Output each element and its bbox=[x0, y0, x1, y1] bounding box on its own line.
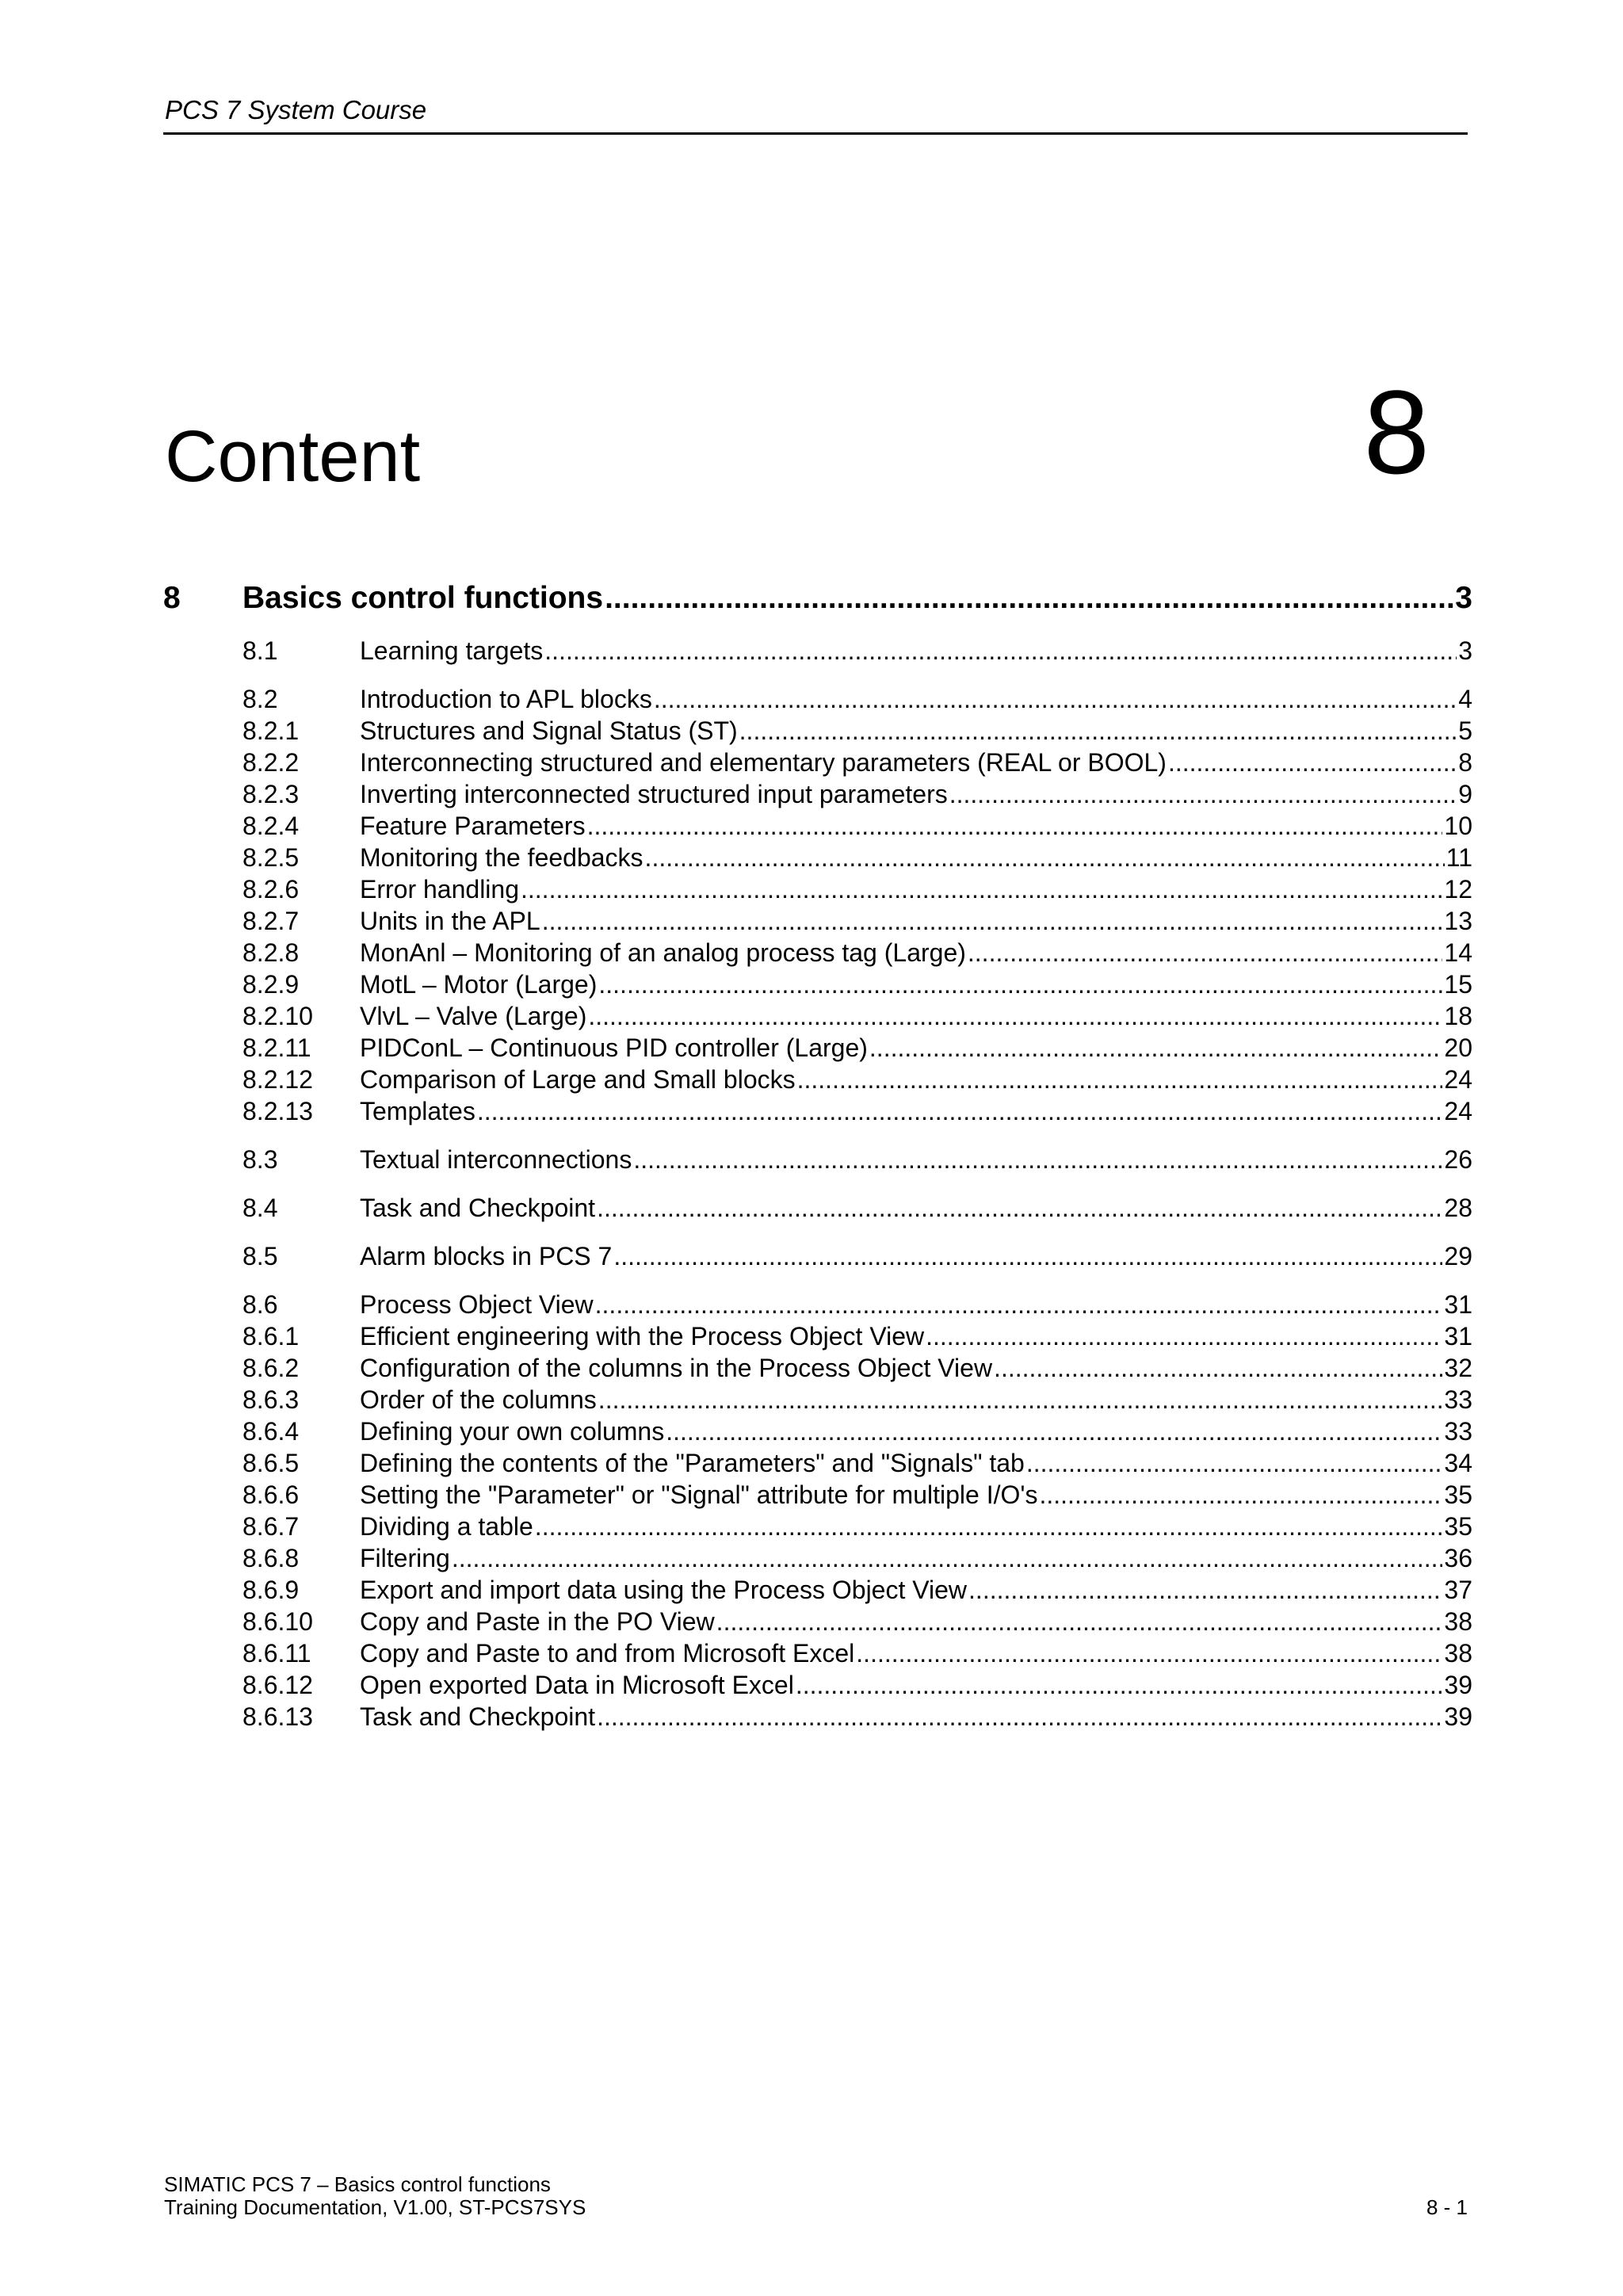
toc-entry[interactable] bbox=[163, 1097, 1472, 1129]
toc-entry[interactable] bbox=[163, 748, 1472, 780]
toc-dot-leader bbox=[595, 1290, 1443, 1320]
toc-entry-title: Defining the contents of the "Parameters" and "Signals" tab bbox=[360, 1449, 1025, 1477]
toc-entry-number: 8.2.11 bbox=[242, 1033, 311, 1062]
toc-dot-leader bbox=[588, 1002, 1442, 1031]
toc-entry[interactable] bbox=[163, 716, 1472, 748]
toc-entry[interactable] bbox=[163, 843, 1472, 875]
toc-entry-number: 8.6.4 bbox=[242, 1417, 300, 1446]
footer-document-version: Training Documentation, V1.00, ST-PCS7SYS bbox=[164, 2195, 586, 2219]
toc-dot-leader bbox=[452, 1544, 1443, 1573]
toc-entry-page: 15 bbox=[1444, 970, 1472, 999]
toc-entry-title: Templates bbox=[360, 1097, 475, 1125]
toc-dot-leader bbox=[544, 636, 1457, 666]
toc-entry-title: Setting the "Parameter" or "Signal" attribute for multiple I/O's bbox=[360, 1480, 1038, 1509]
toc-entry[interactable] bbox=[163, 685, 1472, 716]
toc-entry-title: Task and Checkpoint bbox=[360, 1702, 596, 1731]
toc-entry-number: 8.2.7 bbox=[242, 907, 300, 935]
toc-dot-leader bbox=[716, 1607, 1443, 1637]
toc-entry[interactable] bbox=[163, 1639, 1472, 1671]
toc-dot-leader bbox=[598, 970, 1442, 999]
toc-dot-leader bbox=[597, 1702, 1442, 1732]
toc-entry[interactable] bbox=[163, 1354, 1472, 1385]
toc-entry-number: 8.6.9 bbox=[242, 1576, 300, 1604]
toc-entry-title: Task and Checkpoint bbox=[360, 1194, 596, 1222]
toc-dot-leader bbox=[994, 1354, 1442, 1383]
toc-entry-title: PIDConL – Continuous PID controller (Large) bbox=[360, 1033, 868, 1062]
toc-entry-page: 38 bbox=[1444, 1607, 1472, 1636]
toc-entry-number: 8.6.3 bbox=[242, 1385, 300, 1414]
toc-dot-leader bbox=[796, 1671, 1443, 1700]
toc-entry[interactable] bbox=[163, 581, 1472, 621]
toc-entry[interactable] bbox=[163, 1002, 1472, 1033]
footer-left bbox=[164, 2173, 586, 2219]
toc-entry-number: 8.6.11 bbox=[242, 1639, 311, 1668]
toc-dot-leader bbox=[633, 1145, 1442, 1175]
toc-entry[interactable] bbox=[163, 1065, 1472, 1097]
toc-entry-number: 8.1 bbox=[242, 636, 278, 665]
toc-entry-title: Monitoring the feedbacks bbox=[360, 843, 643, 872]
toc-entry-page: 10 bbox=[1444, 812, 1472, 840]
toc-dot-leader bbox=[739, 716, 1457, 746]
toc-entry-title: Structures and Signal Status (ST) bbox=[360, 716, 738, 745]
toc-entry-page: 9 bbox=[1458, 780, 1472, 808]
toc-dot-leader bbox=[597, 1194, 1442, 1223]
toc-entry-title: Export and import data using the Process Object View bbox=[360, 1576, 968, 1604]
toc-entry[interactable] bbox=[163, 1242, 1472, 1274]
toc-dot-leader bbox=[542, 907, 1443, 936]
toc-entry-title: Feature Parameters bbox=[360, 812, 586, 840]
toc-dot-leader bbox=[1168, 748, 1457, 777]
toc-entry-title: Copy and Paste in the PO View bbox=[360, 1607, 715, 1636]
toc-entry-number: 8.6.7 bbox=[242, 1512, 300, 1541]
toc-entry[interactable] bbox=[163, 780, 1472, 812]
toc-entry-number: 8.6.12 bbox=[242, 1671, 313, 1699]
toc-entry-number: 8.2.5 bbox=[242, 843, 300, 872]
toc-dot-leader bbox=[477, 1097, 1443, 1126]
table-of-contents bbox=[163, 581, 1472, 1734]
toc-entry-title: Order of the columns bbox=[360, 1385, 597, 1414]
toc-entry-number: 8.6 bbox=[242, 1290, 278, 1319]
toc-entry-page: 32 bbox=[1444, 1354, 1472, 1382]
toc-dot-leader bbox=[869, 1033, 1443, 1063]
toc-entry[interactable] bbox=[163, 636, 1472, 668]
toc-entry-number: 8.2.12 bbox=[242, 1065, 313, 1094]
toc-dot-leader bbox=[1026, 1449, 1443, 1478]
toc-entry[interactable] bbox=[163, 1449, 1472, 1480]
toc-entry-number: 8.2.13 bbox=[242, 1097, 313, 1125]
toc-entry-page: 31 bbox=[1444, 1322, 1472, 1350]
toc-entry-number: 8.6.13 bbox=[242, 1702, 313, 1731]
toc-entry-number: 8.2.2 bbox=[242, 748, 300, 777]
toc-entry-page: 20 bbox=[1444, 1033, 1472, 1062]
toc-entry-page: 31 bbox=[1444, 1290, 1472, 1319]
toc-entry-number: 8.6.5 bbox=[242, 1449, 300, 1477]
toc-entry-page: 3 bbox=[1458, 636, 1472, 665]
toc-entry-title: Units in the APL bbox=[360, 907, 540, 935]
toc-entry-number: 8.2.8 bbox=[242, 938, 300, 967]
toc-entry-page: 13 bbox=[1444, 907, 1472, 935]
toc-entry-number: 8.6.2 bbox=[242, 1354, 300, 1382]
toc-entry[interactable] bbox=[163, 1385, 1472, 1417]
toc-entry-page: 35 bbox=[1444, 1512, 1472, 1541]
toc-entry[interactable] bbox=[163, 1322, 1472, 1354]
toc-entry-number: 8.2.1 bbox=[242, 716, 300, 745]
toc-entry[interactable] bbox=[163, 1671, 1472, 1702]
toc-dot-leader bbox=[926, 1322, 1442, 1351]
toc-dot-leader bbox=[949, 780, 1457, 809]
toc-dot-leader bbox=[797, 1065, 1443, 1095]
toc-entry[interactable] bbox=[163, 1702, 1472, 1734]
toc-entry-title: Efficient engineering with the Process Object View bbox=[360, 1322, 925, 1350]
running-header-title: PCS 7 System Course bbox=[165, 95, 427, 124]
toc-dot-leader bbox=[605, 581, 1453, 616]
toc-entry-title: Introduction to APL blocks bbox=[360, 685, 652, 713]
toc-entry-page: 33 bbox=[1444, 1417, 1472, 1446]
toc-entry[interactable] bbox=[163, 1512, 1472, 1544]
toc-entry-page: 18 bbox=[1444, 1002, 1472, 1030]
toc-entry-page: 39 bbox=[1444, 1702, 1472, 1731]
toc-entry[interactable] bbox=[163, 1194, 1472, 1225]
toc-entry-title: Learning targets bbox=[360, 636, 544, 665]
toc-entry-number: 8.6.10 bbox=[242, 1607, 313, 1636]
toc-entry-page: 37 bbox=[1444, 1576, 1472, 1604]
toc-entry-number: 8.2.3 bbox=[242, 780, 300, 808]
toc-entry-title: Alarm blocks in PCS 7 bbox=[360, 1242, 613, 1270]
toc-entry[interactable] bbox=[163, 907, 1472, 938]
toc-dot-leader bbox=[535, 1512, 1443, 1541]
toc-entry-page: 3 bbox=[1455, 581, 1472, 615]
toc-entry-title: Defining your own columns bbox=[360, 1417, 665, 1446]
toc-entry-number: 8.3 bbox=[242, 1145, 278, 1174]
toc-entry[interactable] bbox=[163, 1544, 1472, 1576]
toc-dot-leader bbox=[968, 1576, 1442, 1605]
toc-dot-leader bbox=[521, 875, 1442, 904]
toc-entry[interactable] bbox=[163, 1576, 1472, 1607]
toc-entry-number: 8.6.6 bbox=[242, 1480, 300, 1509]
toc-entry-page: 35 bbox=[1444, 1480, 1472, 1509]
toc-entry-page: 11 bbox=[1445, 843, 1472, 872]
toc-entry-page: 28 bbox=[1444, 1194, 1472, 1222]
chapter-number: 8 bbox=[1363, 365, 1430, 499]
toc-dot-leader bbox=[587, 812, 1443, 841]
toc-entry[interactable] bbox=[163, 970, 1472, 1002]
toc-entry-page: 8 bbox=[1458, 748, 1472, 777]
toc-entry-number: 8.2 bbox=[242, 685, 278, 713]
toc-entry-title: Basics control functions bbox=[242, 581, 604, 615]
toc-entry[interactable] bbox=[163, 875, 1472, 907]
toc-entry-title: Dividing a table bbox=[360, 1512, 533, 1541]
toc-entry-page: 33 bbox=[1444, 1385, 1472, 1414]
toc-dot-leader bbox=[598, 1385, 1443, 1415]
toc-entry-number: 8.5 bbox=[242, 1242, 278, 1270]
toc-entry-number: 8.6.8 bbox=[242, 1544, 300, 1572]
toc-entry-page: 5 bbox=[1458, 716, 1472, 745]
chapter-title: Content bbox=[165, 416, 421, 497]
toc-entry-title: Error handling bbox=[360, 875, 519, 904]
toc-entry-number: 8.2.10 bbox=[242, 1002, 313, 1030]
toc-dot-leader bbox=[654, 685, 1457, 714]
toc-entry[interactable] bbox=[163, 1145, 1472, 1177]
toc-entry-number: 8.2.9 bbox=[242, 970, 300, 999]
toc-entry[interactable] bbox=[163, 1290, 1472, 1322]
toc-entry-title: Comparison of Large and Small blocks bbox=[360, 1065, 796, 1094]
toc-entry-title: MotL – Motor (Large) bbox=[360, 970, 598, 999]
toc-entry-page: 38 bbox=[1444, 1639, 1472, 1668]
footer-page-number: 8 - 1 bbox=[1426, 2195, 1468, 2219]
toc-entry-page: 26 bbox=[1444, 1145, 1472, 1174]
toc-entry-number: 8.6.1 bbox=[242, 1322, 300, 1350]
toc-entry[interactable] bbox=[163, 1033, 1472, 1065]
toc-entry-title: MonAnl – Monitoring of an analog process tag (Large) bbox=[360, 938, 966, 967]
toc-dot-leader bbox=[666, 1417, 1442, 1446]
toc-entry-title: Configuration of the columns in the Process Object View bbox=[360, 1354, 993, 1382]
toc-entry[interactable] bbox=[163, 1607, 1472, 1639]
toc-entry-page: 39 bbox=[1444, 1671, 1472, 1699]
toc-dot-leader bbox=[645, 843, 1445, 873]
toc-entry-page: 29 bbox=[1444, 1242, 1472, 1270]
toc-entry-page: 36 bbox=[1444, 1544, 1472, 1572]
toc-entry-title: Copy and Paste to and from Microsoft Excel bbox=[360, 1639, 855, 1668]
toc-entry-number: 8.2.4 bbox=[242, 812, 300, 840]
toc-entry-number: 8 bbox=[163, 581, 181, 615]
toc-entry-page: 24 bbox=[1444, 1097, 1472, 1125]
toc-dot-leader bbox=[1039, 1480, 1442, 1510]
toc-entry[interactable] bbox=[163, 1417, 1472, 1449]
toc-dot-leader bbox=[856, 1639, 1442, 1668]
toc-entry-title: Interconnecting structured and elementary parameters (REAL or BOOL) bbox=[360, 748, 1167, 777]
toc-dot-leader bbox=[968, 938, 1443, 968]
toc-entry-page: 14 bbox=[1444, 938, 1472, 967]
toc-entry-page: 34 bbox=[1444, 1449, 1472, 1477]
toc-entry-page: 4 bbox=[1458, 685, 1472, 713]
toc-entry-title: Filtering bbox=[360, 1544, 450, 1572]
toc-dot-leader bbox=[613, 1242, 1442, 1271]
toc-entry-page: 24 bbox=[1444, 1065, 1472, 1094]
toc-entry-title: VlvL – Valve (Large) bbox=[360, 1002, 587, 1030]
toc-entry-number: 8.2.6 bbox=[242, 875, 300, 904]
toc-entry[interactable] bbox=[163, 938, 1472, 970]
toc-entry-title: Inverting interconnected structured input parameters bbox=[360, 780, 948, 808]
toc-entry[interactable] bbox=[163, 1480, 1472, 1512]
toc-entry-number: 8.4 bbox=[242, 1194, 278, 1222]
running-header bbox=[163, 94, 1468, 135]
footer-document-title: SIMATIC PCS 7 – Basics control functions bbox=[164, 2172, 551, 2196]
toc-entry-title: Open exported Data in Microsoft Excel bbox=[360, 1671, 794, 1699]
toc-entry-title: Process Object View bbox=[360, 1290, 594, 1319]
toc-entry-title: Textual interconnections bbox=[360, 1145, 632, 1174]
toc-entry-page: 12 bbox=[1444, 875, 1472, 904]
toc-entry[interactable] bbox=[163, 812, 1472, 843]
